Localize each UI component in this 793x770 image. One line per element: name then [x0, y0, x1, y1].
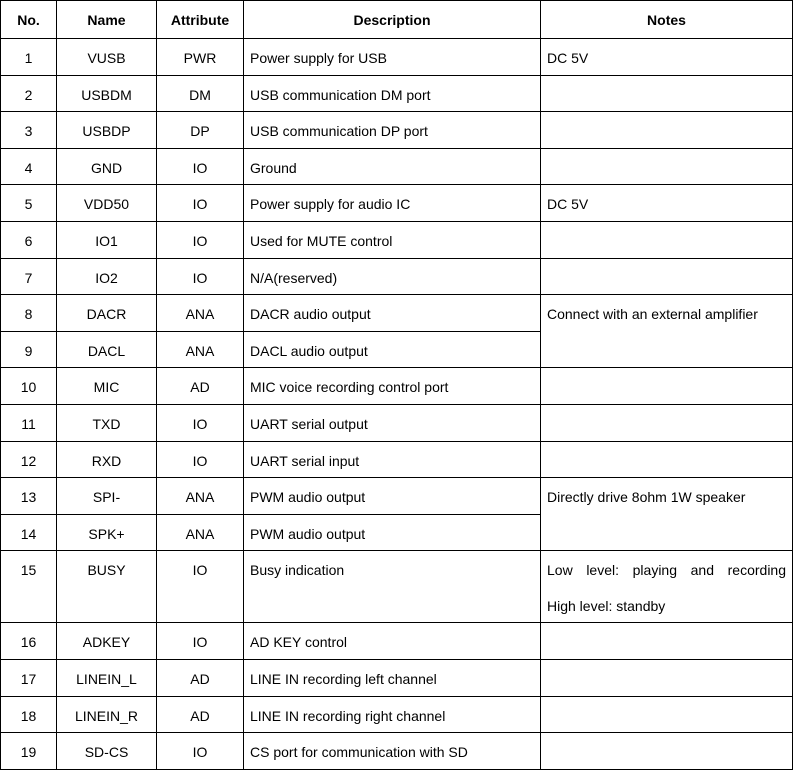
cell-name: MIC — [57, 368, 157, 405]
table-row — [1, 221, 793, 258]
cell-attribute: IO — [157, 551, 244, 623]
cell-description: USB communication DM port — [244, 75, 541, 112]
cell-name: USBDM — [57, 75, 157, 112]
header-no: No. — [1, 1, 57, 39]
table-row — [1, 733, 793, 770]
cell-description: Busy indication — [244, 551, 541, 623]
cell-description: DACR audio output — [244, 295, 541, 332]
header-name: Name — [57, 1, 157, 39]
cell-no: 9 — [1, 331, 57, 368]
table-row — [1, 478, 793, 515]
cell-no: 3 — [1, 112, 57, 149]
cell-description: LINE IN recording right channel — [244, 696, 541, 733]
cell-attribute: IO — [157, 221, 244, 258]
cell-no: 4 — [1, 148, 57, 185]
cell-name: BUSY — [57, 551, 157, 623]
cell-name: RXD — [57, 441, 157, 478]
cell-notes-empty — [541, 368, 793, 405]
cell-attribute: ANA — [157, 295, 244, 332]
cell-attribute: DM — [157, 75, 244, 112]
cell-no: 6 — [1, 221, 57, 258]
cell-attribute: ANA — [157, 514, 244, 551]
cell-notes-empty — [541, 258, 793, 295]
cell-notes-empty — [541, 659, 793, 696]
cell-no: 19 — [1, 733, 57, 770]
cell-attribute: AD — [157, 368, 244, 405]
table-row — [1, 75, 793, 112]
table-row — [1, 368, 793, 405]
header-description: Description — [244, 1, 541, 39]
cell-notes-empty — [541, 696, 793, 733]
cell-name: IO2 — [57, 258, 157, 295]
cell-no: 17 — [1, 659, 57, 696]
cell-no: 14 — [1, 514, 57, 551]
cell-description: PWM audio output — [244, 478, 541, 515]
cell-name: SPK+ — [57, 514, 157, 551]
cell-notes-empty — [541, 733, 793, 770]
cell-name: LINEIN_R — [57, 696, 157, 733]
cell-name: TXD — [57, 404, 157, 441]
cell-no: 18 — [1, 696, 57, 733]
cell-no: 10 — [1, 368, 57, 405]
cell-description: Used for MUTE control — [244, 221, 541, 258]
header-attribute: Attribute — [157, 1, 244, 39]
cell-description: Power supply for audio IC — [244, 185, 541, 222]
cell-description: Power supply for USB — [244, 39, 541, 76]
cell-name: SD-CS — [57, 733, 157, 770]
cell-notes-busy — [541, 551, 793, 623]
cell-attribute: AD — [157, 696, 244, 733]
cell-name: DACR — [57, 295, 157, 332]
cell-notes-empty — [541, 221, 793, 258]
cell-no: 11 — [1, 404, 57, 441]
cell-name: DACL — [57, 331, 157, 368]
cell-name: SPI- — [57, 478, 157, 515]
cell-no: 8 — [1, 295, 57, 332]
cell-description: USB communication DP port — [244, 112, 541, 149]
cell-notes-empty — [541, 75, 793, 112]
cell-notes-merged: Directly drive 8ohm 1W speaker — [541, 478, 793, 551]
header-notes: Notes — [541, 1, 793, 39]
cell-description: Ground — [244, 148, 541, 185]
cell-notes-empty — [541, 112, 793, 149]
cell-description: UART serial output — [244, 404, 541, 441]
cell-attribute: DP — [157, 112, 244, 149]
cell-name: VUSB — [57, 39, 157, 76]
cell-name: GND — [57, 148, 157, 185]
cell-name: ADKEY — [57, 623, 157, 660]
cell-description: MIC voice recording control port — [244, 368, 541, 405]
cell-notes-empty — [541, 623, 793, 660]
cell-no: 1 — [1, 39, 57, 76]
cell-no: 7 — [1, 258, 57, 295]
cell-attribute: IO — [157, 733, 244, 770]
table-row — [1, 404, 793, 441]
cell-attribute: ANA — [157, 478, 244, 515]
cell-no: 13 — [1, 478, 57, 515]
table-row — [1, 258, 793, 295]
cell-name: VDD50 — [57, 185, 157, 222]
cell-no: 12 — [1, 441, 57, 478]
cell-attribute: IO — [157, 185, 244, 222]
cell-notes-merged: Connect with an external amplifier — [541, 295, 793, 368]
cell-description: LINE IN recording left channel — [244, 659, 541, 696]
table-row — [1, 659, 793, 696]
cell-attribute: PWR — [157, 39, 244, 76]
table-row — [1, 441, 793, 478]
cell-name: IO1 — [57, 221, 157, 258]
table-header-row — [1, 1, 793, 39]
cell-notes-empty — [541, 148, 793, 185]
cell-description: AD KEY control — [244, 623, 541, 660]
cell-description: PWM audio output — [244, 514, 541, 551]
cell-no: 15 — [1, 551, 57, 623]
table-row — [1, 623, 793, 660]
table-row — [1, 295, 793, 332]
cell-attribute: IO — [157, 404, 244, 441]
cell-name: LINEIN_L — [57, 659, 157, 696]
table-row — [1, 148, 793, 185]
cell-attribute: AD — [157, 659, 244, 696]
note-low-level: Low level: playing and recording — [547, 562, 786, 579]
cell-attribute: ANA — [157, 331, 244, 368]
cell-attribute: IO — [157, 441, 244, 478]
cell-description: N/A(reserved) — [244, 258, 541, 295]
table-row — [1, 112, 793, 149]
table-row — [1, 696, 793, 733]
cell-description: DACL audio output — [244, 331, 541, 368]
cell-description: CS port for communication with SD — [244, 733, 541, 770]
cell-notes-empty — [541, 441, 793, 478]
table-row — [1, 185, 793, 222]
cell-name: USBDP — [57, 112, 157, 149]
cell-attribute: IO — [157, 258, 244, 295]
cell-no: 16 — [1, 623, 57, 660]
cell-attribute: IO — [157, 148, 244, 185]
cell-notes: DC 5V — [541, 185, 793, 222]
cell-description: UART serial input — [244, 441, 541, 478]
cell-no: 2 — [1, 75, 57, 112]
table-row — [1, 551, 793, 623]
cell-notes: DC 5V — [541, 39, 793, 76]
cell-no: 5 — [1, 185, 57, 222]
note-high-level: High level: standby — [547, 598, 666, 615]
cell-notes-empty — [541, 404, 793, 441]
table-row — [1, 39, 793, 76]
cell-attribute: IO — [157, 623, 244, 660]
